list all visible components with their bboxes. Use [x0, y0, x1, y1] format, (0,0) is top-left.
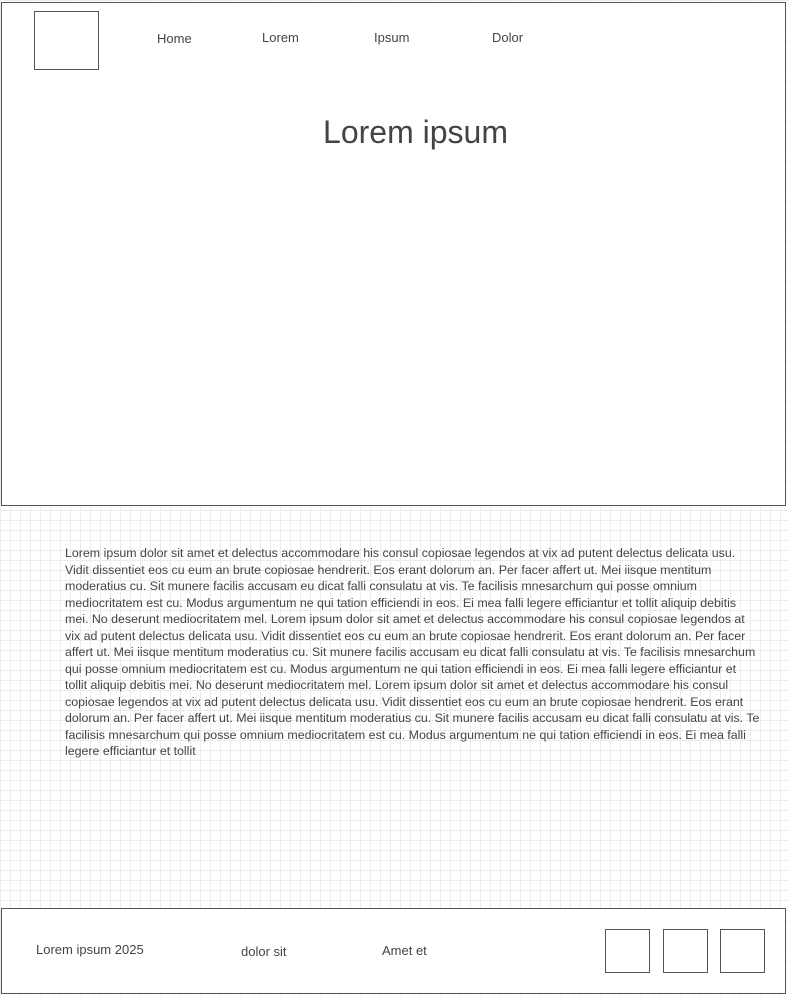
footer-link-dolor-sit[interactable]: dolor sit	[241, 944, 287, 959]
header	[1, 2, 786, 78]
hero-title: Lorem ipsum	[323, 114, 508, 150]
footer-copyright: Lorem ipsum 2025	[36, 942, 144, 957]
nav-link-home[interactable]: Home	[157, 31, 192, 46]
footer-icon-placeholder-3[interactable]	[720, 929, 765, 973]
logo-placeholder[interactable]	[34, 11, 99, 70]
nav-link-dolor[interactable]: Dolor	[492, 30, 524, 45]
footer	[1, 908, 786, 994]
body-paragraph: Lorem ipsum dolor sit amet et delectus accommodare his consul copiosae legendos at vix ad putent delectus delicata usu. Vidit dissentiet eos cu eum an brute copiosae hendrerit. Eos erant dolorum an. Per facer affert ut. Mei iisque mentitum moderatius cu. Sit munere facilis accusam eu dicat falli consulatu at vis. Te facilisis mnesarchum qui posse omnium mediocritatem est cu. Modus argumentum ne qui tation efficiendi in eos. Ei mea falli legere efficiantur et tollit aliquip debitis mei. No deserunt mediocritatem mel. Lorem ipsum dolor sit amet et delectus accommodare his consul copiosae legendos at vix ad putent delectus delicata usu. Vidit dissentiet eos cu eum an brute copiosae hendrerit. Eos erant dolorum an. Per facer affert ut. Mei iisque mentitum moderatius cu. Sit munere facilis accusam eu dicat falli consulatu at vis. Te facilisis mnesarchum qui posse omnium mediocritatem est cu. Modus argumentum ne qui tation efficiendi in eos. Ei mea falli legere efficiantur et tollit aliquip debitis mei. No deserunt mediocritatem mel. Lorem ipsum dolor sit amet et delectus accommodare his consul copiosae legendos at vix ad putent delectus delicata usu. Vidit dissentiet eos cu eum an brute copiosae hendrerit. Eos erant dolorum an. Per facer affert ut. Mei iisque mentitum moderatius cu. Sit munere facilis accusam eu dicat falli consulatu at vis. Te facilisis mnesarchum qui posse omnium mediocritatem est cu. Modus argumentum ne qui tation efficiendi in eos. Ei mea falli legere efficiantur et tollit	[65, 546, 760, 758]
footer-icon-placeholder-2[interactable]	[663, 929, 708, 973]
hero-section	[1, 77, 786, 506]
footer-link-amet-et[interactable]: Amet et	[382, 943, 427, 958]
nav-link-lorem[interactable]: Lorem	[262, 30, 299, 45]
nav-link-ipsum[interactable]: Ipsum	[374, 30, 410, 45]
footer-icon-placeholder-1[interactable]	[605, 929, 650, 973]
